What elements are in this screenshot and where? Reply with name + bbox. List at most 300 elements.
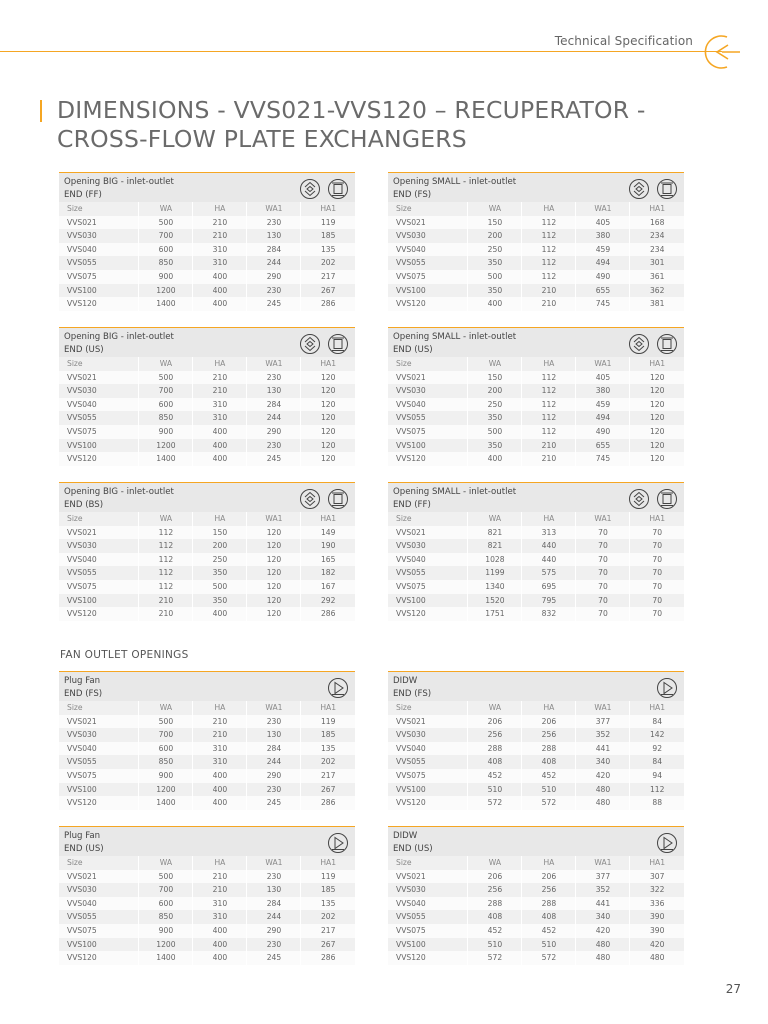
table-cell: 400 [193, 769, 247, 783]
table-cell: 490 [576, 270, 630, 284]
table-cell: 120 [630, 452, 684, 466]
table-cell: 112 [522, 270, 576, 284]
table-cell: 408 [468, 910, 522, 924]
table-cell: 500 [468, 270, 522, 284]
table-cell: 381 [630, 297, 684, 311]
table-cell: 112 [522, 411, 576, 425]
table-cell: VVS100 [59, 284, 139, 298]
table-row [59, 439, 355, 453]
panel-title: Opening SMALL - inlet-outlet [393, 332, 517, 342]
table-cell: 400 [193, 924, 247, 938]
table-cell: 70 [630, 580, 684, 594]
table-cell: 500 [139, 870, 193, 884]
table-cell: 336 [630, 897, 684, 911]
table-cell: 120 [630, 411, 684, 425]
table-cell: 850 [139, 910, 193, 924]
table-cell: 168 [630, 216, 684, 230]
table-cell: 441 [576, 897, 630, 911]
table-cell: 256 [522, 728, 576, 742]
panel-subtitle: END (US) [64, 344, 104, 355]
table-row [59, 539, 355, 553]
table-cell: 267 [301, 783, 355, 797]
table-cell: 400 [193, 284, 247, 298]
table-cell: VVS030 [59, 384, 139, 398]
table-cell: 120 [247, 580, 301, 594]
column-header: Size [59, 701, 139, 715]
table-cell: 400 [193, 439, 247, 453]
table-cell: 120 [630, 425, 684, 439]
dimension-table [388, 357, 684, 466]
table-cell: 452 [522, 769, 576, 783]
table-cell: 210 [193, 728, 247, 742]
table-cell: VVS040 [59, 243, 139, 257]
table-cell: VVS075 [388, 924, 468, 938]
table-cell: 440 [522, 553, 576, 567]
table-cell: 120 [630, 439, 684, 453]
table-cell: VVS055 [388, 910, 468, 924]
table-cell: 1400 [139, 796, 193, 810]
column-header: HA [193, 357, 247, 371]
table-cell: 120 [247, 566, 301, 580]
table-cell: 70 [630, 539, 684, 553]
table-cell: 185 [301, 728, 355, 742]
column-header: WA [139, 512, 193, 526]
column-header: WA1 [247, 512, 301, 526]
table-cell: 150 [468, 216, 522, 230]
table-cell: 120 [630, 371, 684, 385]
column-header: Size [59, 512, 139, 526]
dimension-table [59, 512, 355, 621]
table-cell: VVS030 [59, 883, 139, 897]
table-cell: 206 [468, 715, 522, 729]
table-cell: 130 [247, 883, 301, 897]
table-cell: 310 [193, 411, 247, 425]
table-cell: 84 [630, 755, 684, 769]
table-cell: VVS021 [388, 371, 468, 385]
table-cell: 1520 [468, 594, 522, 608]
table-cell: 230 [247, 783, 301, 797]
table-cell: VVS030 [388, 883, 468, 897]
table-panel-header [388, 327, 684, 357]
table-cell: 202 [301, 256, 355, 270]
table-row [59, 870, 355, 884]
table-row [59, 755, 355, 769]
table-cell: 700 [139, 883, 193, 897]
table-cell: 210 [522, 452, 576, 466]
table-cell: 112 [522, 216, 576, 230]
table-row [388, 284, 684, 298]
table-cell: 1028 [468, 553, 522, 567]
column-header: HA1 [301, 701, 355, 715]
table-panel-header [59, 671, 355, 701]
opening-icon [299, 488, 321, 510]
table-cell: 130 [247, 384, 301, 398]
column-header: WA [139, 701, 193, 715]
table-cell: VVS075 [59, 924, 139, 938]
table-row [59, 796, 355, 810]
table-cell: VVS075 [59, 580, 139, 594]
table-cell: 310 [193, 910, 247, 924]
table-cell: 1200 [139, 938, 193, 952]
table-cell: 120 [247, 594, 301, 608]
table-cell: 206 [522, 715, 576, 729]
table-row [59, 425, 355, 439]
brand-logo-icon [700, 33, 740, 71]
table-cell: 70 [630, 553, 684, 567]
table-row [388, 796, 684, 810]
table-panel [388, 482, 684, 621]
table-cell: 210 [193, 371, 247, 385]
column-header: HA1 [630, 512, 684, 526]
table-row [388, 384, 684, 398]
table-cell: 230 [247, 715, 301, 729]
table-row [388, 256, 684, 270]
table-row [59, 411, 355, 425]
table-row [388, 594, 684, 608]
table-cell: 850 [139, 755, 193, 769]
table-cell: 206 [468, 870, 522, 884]
table-row [388, 924, 684, 938]
table-panel-header [388, 826, 684, 856]
column-header: WA1 [247, 701, 301, 715]
table-cell: 210 [193, 883, 247, 897]
column-header: WA1 [247, 202, 301, 216]
table-cell: VVS100 [388, 439, 468, 453]
table-row [59, 924, 355, 938]
fan-outlet-icon [327, 832, 349, 854]
table-cell: 120 [301, 398, 355, 412]
table-cell: 390 [630, 924, 684, 938]
table-cell: 284 [247, 243, 301, 257]
table-cell: VVS120 [59, 297, 139, 311]
table-cell: VVS040 [59, 742, 139, 756]
table-cell: 494 [576, 256, 630, 270]
table-header-row [59, 856, 355, 870]
opening-icon [628, 488, 650, 510]
table-cell: 284 [247, 742, 301, 756]
dimension-table [388, 202, 684, 311]
table-panel [59, 172, 355, 311]
table-cell: VVS030 [59, 539, 139, 553]
table-panel [59, 482, 355, 621]
table-cell: VVS075 [59, 769, 139, 783]
dimension-table [59, 701, 355, 810]
table-cell: VVS040 [59, 897, 139, 911]
table-cell: 120 [301, 425, 355, 439]
table-cell: 202 [301, 755, 355, 769]
table-row [388, 526, 684, 540]
panel-icons [327, 677, 349, 699]
table-cell: 459 [576, 243, 630, 257]
table-row [388, 715, 684, 729]
table-panel-header [388, 671, 684, 701]
table-cell: 135 [301, 897, 355, 911]
fan-outlet-icon [656, 832, 678, 854]
table-cell: VVS120 [59, 452, 139, 466]
column-header: HA [522, 357, 576, 371]
column-header: WA [468, 202, 522, 216]
table-cell: VVS120 [59, 796, 139, 810]
table-cell: 1199 [468, 566, 522, 580]
table-panel [59, 327, 355, 466]
table-cell: VVS075 [59, 270, 139, 284]
table-cell: 182 [301, 566, 355, 580]
table-cell: VVS075 [388, 270, 468, 284]
table-cell: 377 [576, 870, 630, 884]
table-cell: 250 [193, 553, 247, 567]
table-cell: 350 [468, 256, 522, 270]
table-panel-header [59, 327, 355, 357]
panel-title: DIDW [393, 831, 418, 841]
table-cell: 70 [576, 594, 630, 608]
table-row [388, 910, 684, 924]
column-header: HA1 [630, 202, 684, 216]
column-header: WA1 [247, 357, 301, 371]
table-panel-header [388, 172, 684, 202]
table-row [388, 243, 684, 257]
table-cell: 142 [630, 728, 684, 742]
table-cell: 244 [247, 755, 301, 769]
column-header: WA [468, 856, 522, 870]
table-cell: 301 [630, 256, 684, 270]
table-cell: 695 [522, 580, 576, 594]
table-cell: 1400 [139, 951, 193, 965]
table-cell: VVS120 [388, 951, 468, 965]
table-cell: 572 [468, 796, 522, 810]
table-cell: VVS100 [59, 783, 139, 797]
table-cell: 112 [522, 243, 576, 257]
table-cell: 70 [576, 607, 630, 621]
table-cell: 350 [193, 594, 247, 608]
column-header: WA [139, 202, 193, 216]
table-header-row [388, 202, 684, 216]
table-cell: 400 [193, 783, 247, 797]
table-cell: 284 [247, 897, 301, 911]
table-cell: VVS021 [59, 216, 139, 230]
column-header: HA [522, 512, 576, 526]
table-cell: 352 [576, 728, 630, 742]
panel-icons [628, 178, 678, 200]
table-cell: 210 [522, 297, 576, 311]
header-divider [0, 51, 722, 52]
table-cell: 84 [630, 715, 684, 729]
panel-icons [656, 677, 678, 699]
table-cell: 352 [576, 883, 630, 897]
column-header: HA1 [301, 856, 355, 870]
table-cell: 362 [630, 284, 684, 298]
table-cell: VVS040 [59, 553, 139, 567]
table-cell: 130 [247, 229, 301, 243]
table-cell: 400 [193, 951, 247, 965]
table-cell: 292 [301, 594, 355, 608]
table-cell: 821 [468, 526, 522, 540]
table-cell: 400 [193, 938, 247, 952]
table-cell: 480 [576, 951, 630, 965]
table-cell: VVS055 [59, 566, 139, 580]
table-cell: VVS120 [388, 796, 468, 810]
table-cell: 284 [247, 398, 301, 412]
opening-icon [299, 178, 321, 200]
table-row [59, 742, 355, 756]
table-cell: 600 [139, 398, 193, 412]
dimension-table [59, 856, 355, 965]
table-cell: 256 [468, 728, 522, 742]
table-row [59, 910, 355, 924]
column-header: HA1 [301, 512, 355, 526]
table-cell: 440 [522, 539, 576, 553]
column-header: HA1 [630, 856, 684, 870]
table-cell: 120 [301, 411, 355, 425]
table-cell: 400 [468, 452, 522, 466]
column-header: HA [522, 701, 576, 715]
table-panel [388, 671, 684, 810]
table-row [59, 229, 355, 243]
table-header-row [59, 512, 355, 526]
table-cell: 112 [522, 229, 576, 243]
panel-subtitle: END (FS) [393, 688, 432, 699]
table-cell: VVS040 [388, 897, 468, 911]
table-cell: 900 [139, 924, 193, 938]
column-header: HA [193, 512, 247, 526]
table-cell: 267 [301, 284, 355, 298]
table-row [59, 594, 355, 608]
table-cell: 130 [247, 728, 301, 742]
panel-icons [656, 832, 678, 854]
table-cell: 112 [139, 580, 193, 594]
page-title: DIMENSIONS - VVS021-VVS120 – RECUPERATOR - CROSS-FLOW PLATE EXCHANGERS [57, 96, 646, 153]
column-header: HA1 [630, 357, 684, 371]
table-cell: 120 [630, 398, 684, 412]
dimension-table [59, 202, 355, 311]
table-cell: 250 [468, 398, 522, 412]
table-cell: 245 [247, 951, 301, 965]
table-cell: 120 [247, 526, 301, 540]
table-cell: 380 [576, 229, 630, 243]
table-cell: 70 [630, 566, 684, 580]
table-row [59, 897, 355, 911]
table-cell: 850 [139, 256, 193, 270]
table-cell: 322 [630, 883, 684, 897]
table-cell: VVS100 [388, 594, 468, 608]
frame-icon [656, 488, 678, 510]
panel-title: Plug Fan [64, 676, 101, 686]
table-row [59, 938, 355, 952]
column-header: WA1 [576, 357, 630, 371]
table-row [388, 566, 684, 580]
table-cell: 210 [139, 607, 193, 621]
table-cell: 210 [522, 439, 576, 453]
table-cell: VVS055 [59, 755, 139, 769]
table-cell: 350 [468, 411, 522, 425]
table-row [59, 297, 355, 311]
table-row [59, 951, 355, 965]
dimension-table [388, 856, 684, 965]
table-cell: 150 [193, 526, 247, 540]
opening-icon [299, 333, 321, 355]
table-cell: 256 [522, 883, 576, 897]
table-cell: VVS021 [59, 526, 139, 540]
table-cell: 655 [576, 284, 630, 298]
table-cell: VVS120 [388, 607, 468, 621]
column-header: Size [59, 202, 139, 216]
table-header-row [59, 701, 355, 715]
column-header: WA [468, 701, 522, 715]
panel-title: Opening BIG - inlet-outlet [64, 177, 174, 187]
table-cell: 361 [630, 270, 684, 284]
column-header: Size [388, 202, 468, 216]
table-cell: 217 [301, 924, 355, 938]
table-panel-header [59, 826, 355, 856]
table-row [388, 371, 684, 385]
table-cell: VVS075 [388, 580, 468, 594]
table-cell: 244 [247, 411, 301, 425]
table-row [388, 439, 684, 453]
table-row [59, 566, 355, 580]
table-cell: 267 [301, 938, 355, 952]
table-cell: VVS055 [59, 256, 139, 270]
table-cell: 408 [522, 755, 576, 769]
fan-outlet-icon [656, 677, 678, 699]
table-cell: 452 [522, 924, 576, 938]
table-cell: 1340 [468, 580, 522, 594]
table-cell: 745 [576, 452, 630, 466]
table-panel [59, 826, 355, 965]
table-row [388, 411, 684, 425]
table-cell: 500 [468, 425, 522, 439]
table-cell: 600 [139, 897, 193, 911]
table-cell: 310 [193, 742, 247, 756]
table-cell: 494 [576, 411, 630, 425]
table-cell: 135 [301, 243, 355, 257]
table-cell: 390 [630, 910, 684, 924]
table-cell: 480 [576, 938, 630, 952]
table-panel-header [59, 482, 355, 512]
table-row [59, 526, 355, 540]
table-cell: 288 [522, 742, 576, 756]
table-cell: 1400 [139, 452, 193, 466]
table-row [59, 270, 355, 284]
table-cell: VVS055 [59, 411, 139, 425]
table-cell: 745 [576, 297, 630, 311]
frame-icon [327, 488, 349, 510]
table-cell: 288 [468, 742, 522, 756]
table-cell: 120 [301, 384, 355, 398]
table-row [388, 539, 684, 553]
table-cell: VVS120 [59, 951, 139, 965]
table-cell: 150 [468, 371, 522, 385]
table-row [388, 951, 684, 965]
table-cell: VVS030 [388, 384, 468, 398]
table-cell: 120 [630, 384, 684, 398]
table-cell: 452 [468, 924, 522, 938]
panel-icons [299, 178, 349, 200]
table-cell: 400 [193, 425, 247, 439]
table-cell: VVS021 [59, 870, 139, 884]
table-cell: 459 [576, 398, 630, 412]
table-cell: 112 [139, 553, 193, 567]
table-cell: 310 [193, 243, 247, 257]
table-row [388, 728, 684, 742]
column-header: WA1 [247, 856, 301, 870]
table-cell: VVS100 [388, 284, 468, 298]
table-cell: 149 [301, 526, 355, 540]
table-cell: 88 [630, 796, 684, 810]
table-panel-header [59, 172, 355, 202]
table-cell: 250 [468, 243, 522, 257]
frame-icon [656, 178, 678, 200]
table-cell: 244 [247, 256, 301, 270]
table-cell: 230 [247, 284, 301, 298]
